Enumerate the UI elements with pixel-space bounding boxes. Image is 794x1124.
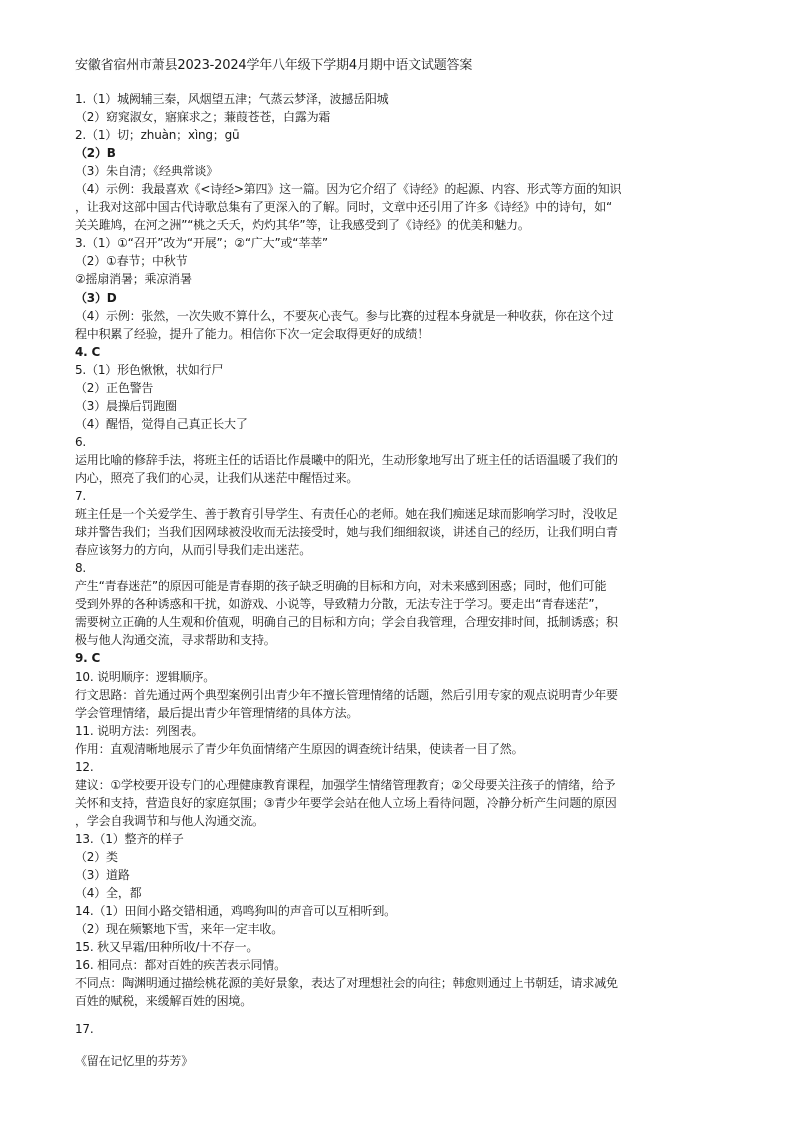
answer-line: ，让我对这部中国古代诗歌总集有了更深入的了解。同时，文章中还引用了许多《诗经》中的诗句，如“	[75, 200, 613, 215]
answer-line: 《留在记忆里的芬芳》	[75, 1054, 194, 1069]
answer-line: 班主任是一个关爱学生、善于教育引导学生、有责任心的老师。她在我们痴迷足球而影响学习时，没收足	[75, 507, 618, 522]
answer-line: 关关雎鸠，在河之洲”“桃之夭夭，灼灼其华”等，让我感受到了《诗经》的优美和魅力。	[75, 218, 530, 233]
answer-line: 行文思路：首先通过两个典型案例引出青少年不擅长管理情绪的话题，然后引用专家的观点说明青少年要	[75, 687, 618, 702]
answer-line: （4）示例：我最喜欢《<诗经>第四》这一篇。因为它介绍了《诗经》的起源、内容、形式等方面的知识	[75, 182, 622, 197]
answer-line: 2.（1）切；zhuàn；xìng；gū	[75, 128, 240, 143]
answer-line: （4）示例：张然，一次失败不算什么，不要灰心丧气。参与比赛的过程本身就是一种收获，你在这个过	[75, 308, 614, 323]
answer-line: 7.	[75, 489, 87, 504]
answer-line: （2）①春节；中秋节	[75, 254, 188, 269]
answer-line: 内心，照亮了我们的心灵，让我们从迷茫中醒悟过来。	[75, 470, 359, 485]
answer-line: 6.	[75, 434, 87, 449]
answer-line: 5.（1）形色愀愀，状如行尸	[75, 362, 224, 377]
answer-line: 春应该努力的方向，从而引导我们走出迷茫。	[75, 543, 312, 558]
answer-line: （2）现在频繁地下雪，来年一定丰收。	[75, 922, 284, 937]
answer-line: （3）朱自清；《经典常谈》	[75, 164, 219, 179]
answer-line: 关怀和支持，营造良好的家庭氛围；③青少年要学会站在他人立场上看待问题，冷静分析产生问题的原因	[75, 795, 617, 810]
answer-line: 8.	[75, 561, 87, 576]
answer-line: 产生“青春迷茫”的原因可能是青春期的孩子缺乏明确的目标和方向，对未来感到困惑；同时，他们可能	[75, 579, 607, 594]
answer-line: 9. C	[75, 651, 101, 666]
answer-line: 球并警告我们；当我们因网球被没收而无法接受时，她与我们细细叙谈，讲述自己的经历，让我们明白青	[75, 525, 618, 540]
spacer	[75, 1038, 725, 1052]
answer-line: （4）醒悟，觉得自己真正长大了	[75, 416, 248, 431]
answer-line: 15. 秋又早霜/田种所收/十不存一。	[75, 940, 259, 955]
answer-line: （4）全，都	[75, 886, 142, 901]
answer-line: ，学会自我调节和与他人沟通交流。	[75, 813, 264, 828]
document-title: 安徽省宿州市萧县2023-2024学年八年级下学期4月期中语文试题答案	[75, 58, 473, 73]
answer-line: （3）晨操后罚跑圈	[75, 398, 177, 413]
answer-line: （2）类	[75, 849, 118, 864]
answer-line: （3）道路	[75, 868, 130, 883]
answer-line: （2）窈窕淑女，寤寐求之；蒹葭苍苍，白露为霜	[75, 110, 331, 125]
answer-line: 需要树立正确的人生观和价值观，明确自己的目标和方向；学会自我管理，合理安排时间，抵制诱惑；积	[75, 615, 618, 630]
answer-line: 不同点：陶渊明通过描绘桃花源的美好景象，表达了对理想社会的向往；韩愈则通过上书朝廷，请求减免	[75, 976, 618, 991]
answer-line: 12.	[75, 759, 94, 774]
answer-line: 16. 相同点：都对百姓的疾苦表示同情。	[75, 958, 286, 973]
answer-line: 4. C	[75, 344, 101, 359]
answer-line: 学会管理情绪，最后提出青少年管理情绪的具体方法。	[75, 705, 359, 720]
answer-line: 程中积累了经验，提升了能力。相信你下次一定会取得更好的成绩！	[75, 326, 430, 341]
answer-line: 17.	[75, 1022, 94, 1037]
answer-line: 13.（1）整齐的样子	[75, 831, 184, 846]
answer-line: 1.（1）城阙辅三秦，风烟望五津；气蒸云梦泽，波撼岳阳城	[75, 92, 389, 106]
answer-line: ②摇扇消暑；乘凉消暑	[75, 272, 192, 287]
answer-line: （2）B	[75, 146, 116, 161]
answer-line: 10. 说明顺序：逻辑顺序。	[75, 669, 216, 684]
answer-line: 百姓的赋税，来缓解百姓的困境。	[75, 994, 253, 1009]
spacer	[75, 1010, 725, 1020]
answer-line: 作用：直观清晰地展示了青少年负面情绪产生原因的调查统计结果，使读者一目了然。	[75, 741, 524, 756]
answer-line: 3.（1）①“召开”改为“开展”；②“广大”或“莘莘”	[75, 236, 328, 251]
answer-line: 受到外界的各种诱惑和干扰，如游戏、小说等，导致精力分散，无法专注于学习。要走出“青春迷茫”，	[75, 597, 607, 612]
answer-line: 14.（1）田间小路交错相通，鸡鸣狗叫的声音可以互相听到。	[75, 904, 396, 919]
answer-body	[75, 90, 725, 1070]
answer-line: 运用比喻的修辞手法，将班主任的话语比作晨曦中的阳光，生动形象地写出了班主任的话语温暖了我们的	[75, 452, 618, 467]
answer-line: （2）正色警告	[75, 380, 154, 395]
answer-line: 建议：①学校要开设专门的心理健康教育课程，加强学生情绪管理教育；②父母要关注孩子的情绪，给予	[75, 777, 616, 792]
answer-line: 11. 说明方法：列图表。	[75, 723, 204, 738]
answer-line: （3）D	[75, 290, 117, 305]
answer-line: 极与他人沟通交流，寻求帮助和支持。	[75, 633, 276, 648]
